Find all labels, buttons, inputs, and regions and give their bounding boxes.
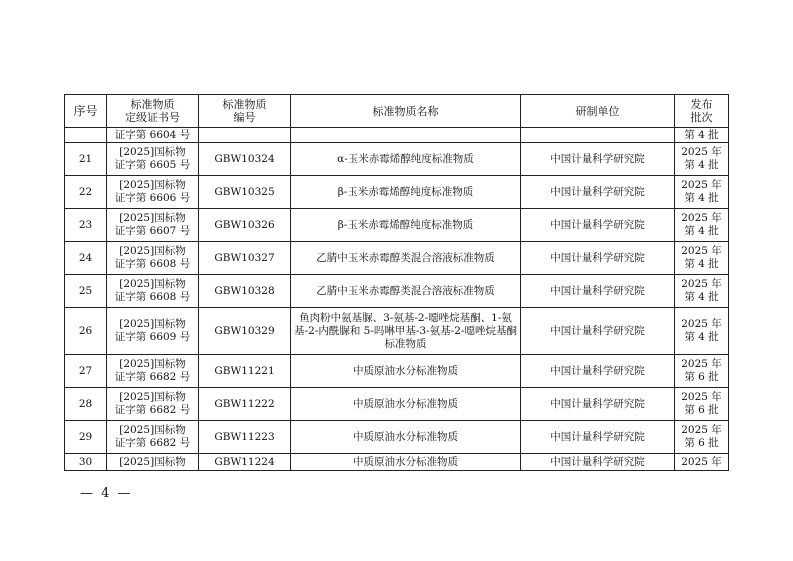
cell-name: 中质原油水分标准物质 xyxy=(291,355,521,388)
cell-code xyxy=(199,128,291,143)
cell-unit: 中国计量科学研究院 xyxy=(521,275,675,308)
cell-cert xyxy=(107,209,199,242)
cell-cert-line1: [2025]国标物 xyxy=(119,391,186,403)
cell-cert-line1: [2025]国标物 xyxy=(119,245,186,257)
cell-cert-line2: 证字第 6682 号 xyxy=(114,404,191,416)
table-row xyxy=(65,355,729,388)
header-seq: 序号 xyxy=(65,95,107,128)
cell-unit xyxy=(521,128,675,143)
cell-batch xyxy=(675,275,729,308)
header-cert-line2: 定级证书号 xyxy=(125,111,180,124)
cell-seq: 21 xyxy=(65,143,107,176)
cell-code: GBW10329 xyxy=(199,308,291,355)
cell-batch-line2: 第 4 批 xyxy=(684,258,719,270)
cell-batch xyxy=(675,176,729,209)
cell-cert xyxy=(107,176,199,209)
table-row xyxy=(65,421,729,454)
cell-cert-line1: [2025]国标物 xyxy=(119,212,186,224)
cell-batch xyxy=(675,209,729,242)
table-row xyxy=(65,242,729,275)
cell-name: 中质原油水分标准物质 xyxy=(291,421,521,454)
table-row xyxy=(65,209,729,242)
cell-name: β-玉米赤霉烯醇纯度标准物质 xyxy=(291,176,521,209)
page-number: — 4 — xyxy=(80,486,133,501)
cell-unit: 中国计量科学研究院 xyxy=(521,209,675,242)
cell-cert xyxy=(107,242,199,275)
header-name: 标准物质名称 xyxy=(291,95,521,128)
cell-seq: 25 xyxy=(65,275,107,308)
cell-batch: 第 4 批 xyxy=(675,128,729,143)
header-code xyxy=(199,95,291,128)
cell-batch-line1: 2025 年 xyxy=(681,146,722,158)
cell-cert-line2: 证字第 6609 号 xyxy=(114,331,191,343)
cell-cert xyxy=(107,388,199,421)
header-code-line1: 标准物质 xyxy=(222,98,267,111)
cell-cert xyxy=(107,355,199,388)
cell-unit: 中国计量科学研究院 xyxy=(521,355,675,388)
table-row xyxy=(65,388,729,421)
cell-code: GBW10324 xyxy=(199,143,291,176)
cell-name: α-玉米赤霉烯醇纯度标准物质 xyxy=(291,143,521,176)
cell-unit: 中国计量科学研究院 xyxy=(521,176,675,209)
cell-name xyxy=(291,128,521,143)
cell-unit: 中国计量科学研究院 xyxy=(521,308,675,355)
cell-seq: 29 xyxy=(65,421,107,454)
cell-batch-line2: 第 4 批 xyxy=(684,331,719,343)
cell-cert-line2: 证字第 6606 号 xyxy=(114,192,191,204)
cell-batch-line2: 第 6 批 xyxy=(684,437,719,449)
cell-batch-line1: 2025 年 xyxy=(681,318,722,330)
cell-seq: 24 xyxy=(65,242,107,275)
cell-code: GBW11221 xyxy=(199,355,291,388)
table-header-row xyxy=(65,95,729,128)
cell-unit: 中国计量科学研究院 xyxy=(521,242,675,275)
cell-code: GBW11222 xyxy=(199,388,291,421)
header-batch xyxy=(675,95,729,128)
cell-batch-line2: 第 6 批 xyxy=(684,371,719,383)
cell-code: GBW11223 xyxy=(199,421,291,454)
header-unit: 研制单位 xyxy=(521,95,675,128)
cell-cert-line2: 证字第 6608 号 xyxy=(114,258,191,270)
header-batch-line2: 批次 xyxy=(690,111,713,124)
table-row xyxy=(65,143,729,176)
header-cert-line1: 标准物质 xyxy=(130,98,175,111)
cell-batch-line2: 第 4 批 xyxy=(684,225,719,237)
cell-cert-line2: 证字第 6605 号 xyxy=(114,159,191,171)
cell-batch-line1: 2025 年 xyxy=(681,391,722,403)
cell-batch-line1: 2025 年 xyxy=(681,245,722,257)
cell-cert: [2025]国标物 xyxy=(107,454,199,471)
cell-unit: 中国计量科学研究院 xyxy=(521,143,675,176)
cell-name: 乙腈中玉米赤霉醇类混合溶液标准物质 xyxy=(291,275,521,308)
cell-batch-line1: 2025 年 xyxy=(681,358,722,370)
cell-cert-line2: 证字第 6682 号 xyxy=(114,371,191,383)
cell-code: GBW10325 xyxy=(199,176,291,209)
cell-code: GBW10328 xyxy=(199,275,291,308)
cell-batch-line1: 2025 年 xyxy=(681,278,722,290)
cell-name: 乙腈中玉米赤霉醇类混合溶液标准物质 xyxy=(291,242,521,275)
cell-unit: 中国计量科学研究院 xyxy=(521,421,675,454)
table-row xyxy=(65,275,729,308)
cell-cert-line1: [2025]国标物 xyxy=(119,318,186,330)
cell-cert: 证字第 6604 号 xyxy=(107,128,199,143)
cell-cert xyxy=(107,143,199,176)
cell-name: 中质原油水分标准物质 xyxy=(291,454,521,471)
cell-code: GBW10326 xyxy=(199,209,291,242)
cell-cert xyxy=(107,421,199,454)
cell-cert-line2: 证字第 6608 号 xyxy=(114,291,191,303)
cell-batch xyxy=(675,388,729,421)
cell-cert xyxy=(107,275,199,308)
table-row xyxy=(65,308,729,355)
cell-seq: 23 xyxy=(65,209,107,242)
cell-unit: 中国计量科学研究院 xyxy=(521,388,675,421)
cell-batch xyxy=(675,421,729,454)
cell-cert-line2: 证字第 6682 号 xyxy=(114,437,191,449)
cell-cert-line1: [2025]国标物 xyxy=(119,146,186,158)
cell-code: GBW10327 xyxy=(199,242,291,275)
cell-batch xyxy=(675,308,729,355)
cell-name: 中质原油水分标准物质 xyxy=(291,388,521,421)
header-cert-number xyxy=(107,95,199,128)
standard-materials-table xyxy=(64,94,729,471)
cell-cert-line2: 证字第 6607 号 xyxy=(114,225,191,237)
cell-seq: 22 xyxy=(65,176,107,209)
cell-cert-line1: [2025]国标物 xyxy=(119,358,186,370)
cell-seq xyxy=(65,128,107,143)
cell-batch-line2: 第 4 批 xyxy=(684,159,719,171)
cell-cert-line1: [2025]国标物 xyxy=(119,179,186,191)
table-row-continued xyxy=(65,128,729,143)
cell-unit: 中国计量科学研究院 xyxy=(521,454,675,471)
cell-cert-line1: [2025]国标物 xyxy=(119,424,186,436)
cell-batch-line2: 第 6 批 xyxy=(684,404,719,416)
cell-batch: 2025 年 xyxy=(675,454,729,471)
cell-batch-line1: 2025 年 xyxy=(681,212,722,224)
table-row-last xyxy=(65,454,729,471)
cell-seq: 30 xyxy=(65,454,107,471)
cell-batch-line2: 第 4 批 xyxy=(684,192,719,204)
header-code-line2: 编号 xyxy=(233,111,256,124)
cell-cert-line1: [2025]国标物 xyxy=(119,278,186,290)
table-body xyxy=(65,143,729,454)
cell-seq: 28 xyxy=(65,388,107,421)
cell-batch-line1: 2025 年 xyxy=(681,179,722,191)
cell-batch xyxy=(675,355,729,388)
cell-seq: 26 xyxy=(65,308,107,355)
header-batch-line1: 发布 xyxy=(690,98,713,111)
cell-code: GBW11224 xyxy=(199,454,291,471)
cell-cert xyxy=(107,308,199,355)
cell-batch-line2: 第 4 批 xyxy=(684,291,719,303)
cell-batch xyxy=(675,242,729,275)
cell-name: β-玉米赤霉烯醇纯度标准物质 xyxy=(291,209,521,242)
cell-batch xyxy=(675,143,729,176)
cell-name: 鱼肉粉中氨基脲、3-氨基-2-噁唑烷基酮、1-氨基-2-内酰脲和 5-吗啉甲基-3-氨基-2-噁唑烷基酮标准物质 xyxy=(291,308,521,355)
table-row xyxy=(65,176,729,209)
cell-batch-line1: 2025 年 xyxy=(681,424,722,436)
cell-seq: 27 xyxy=(65,355,107,388)
